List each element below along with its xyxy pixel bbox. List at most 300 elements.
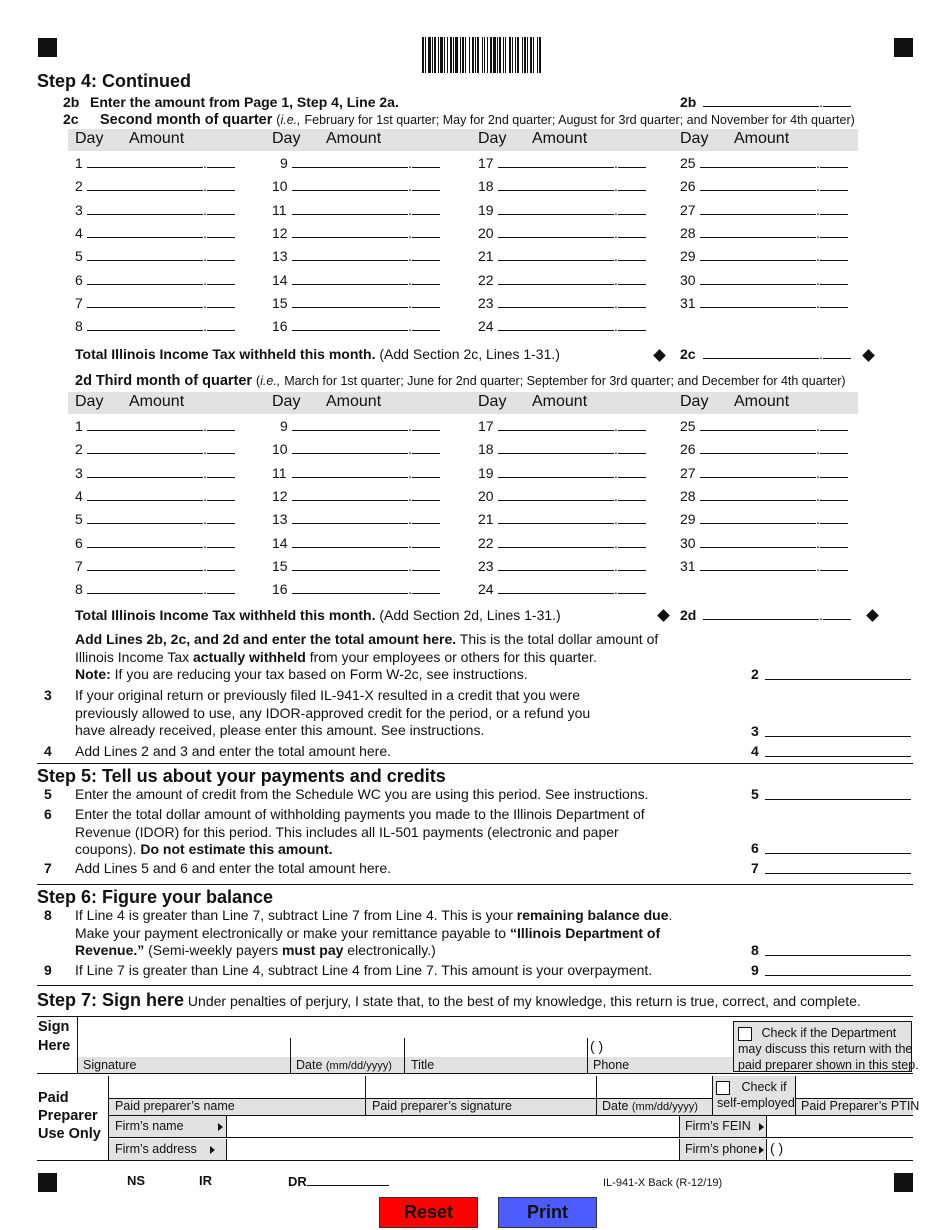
grid-2c-day-label: 26 — [680, 178, 696, 195]
grid-2c-day-label: 10 — [272, 178, 288, 195]
line8-text — [75, 907, 672, 960]
grid-2c-day-label: 8 — [75, 318, 83, 335]
grid-2d-amount-field[interactable]: . — [87, 511, 235, 527]
total-2c-ref: 2c — [680, 346, 696, 362]
paid-preparer-label — [38, 1089, 101, 1143]
firm-fein-field[interactable] — [768, 1116, 913, 1137]
line6-number: 6 — [44, 806, 52, 822]
line5-text: Enter the amount of credit from the Schedule WC you are using this period. See instructions. — [75, 786, 649, 802]
grid-2d-amount-field[interactable]: . — [700, 511, 848, 527]
grid-2d-amount-field[interactable]: . — [700, 441, 848, 457]
line9-ref: 9 — [751, 962, 759, 978]
grid-2c-amount-field[interactable]: . — [498, 248, 646, 264]
step4-title: Step 4: Continued — [37, 71, 191, 91]
preparer-name-field[interactable] — [109, 1076, 365, 1098]
line2-c-rest: If you are reducing your tax based on Form W-2c, see instructions. — [110, 666, 528, 682]
grid-2d-day-label: 25 — [680, 418, 696, 434]
line8-l3-end: electronically.) — [343, 942, 436, 958]
grid-2d-day-label: 29 — [680, 511, 696, 528]
line2c-desc: February for 1st quarter; May for 2nd quarter; August for 3rd quarter; and November for 4th quarter) — [304, 113, 855, 127]
line3-number: 3 — [44, 687, 52, 703]
grid-2c-day-label: 27 — [680, 201, 696, 218]
grid-2d-col3-day-header: Day — [478, 393, 507, 410]
grid-2d-day-label: 31 — [680, 557, 696, 574]
line2c-heading — [100, 111, 855, 128]
grid-2d-day-label: 20 — [478, 487, 494, 504]
preparer-date-text: Date — [602, 1099, 629, 1113]
step7-title: Step 7: Sign here — [37, 990, 185, 1010]
grid-2d-day-label: 13 — [272, 511, 288, 528]
grid-2c-amount-field[interactable]: . — [700, 225, 848, 241]
grid-2d-amount-field[interactable]: . — [498, 535, 646, 551]
footer-dr — [288, 1173, 389, 1189]
grid-2d-day-label: 8 — [75, 581, 83, 598]
ptin-field[interactable] — [796, 1076, 913, 1098]
line8-ref: 8 — [751, 942, 759, 958]
line6-l1: Enter the total dollar amount of withholding payments you made to the Illinois Department of — [75, 806, 645, 822]
grid-2d-day-label: 14 — [272, 534, 288, 551]
grid-2d-amount-field[interactable]: . — [700, 558, 848, 574]
grid-2c-amount-field[interactable]: . — [700, 178, 848, 194]
line2c-title: Second month of quarter — [100, 112, 273, 128]
grid-2d-amount-field[interactable]: . — [700, 465, 848, 481]
line5-number: 5 — [44, 786, 52, 802]
grid-2d-day-label: 22 — [478, 534, 494, 551]
grid-2c-amount-field[interactable]: . — [87, 178, 235, 194]
grid-2c-amount-field[interactable]: . — [87, 272, 235, 288]
firm-fein-text: Firm’s FEIN — [685, 1119, 751, 1133]
grid-2c-day-label: 14 — [272, 271, 288, 288]
sep-title-phone — [587, 1038, 588, 1073]
line6-l3-pre: coupons). — [75, 841, 141, 857]
grid-2d-col2-day-header: Day — [272, 393, 301, 410]
line8-l3-bold: Revenue.” — [75, 942, 145, 958]
line9-field[interactable] — [765, 964, 911, 976]
grid-2c-col3-day-header: Day — [478, 130, 507, 147]
grid-2d-day-label: 26 — [680, 441, 696, 458]
grid-2d-day-label: 19 — [478, 464, 494, 481]
line6-text — [75, 806, 645, 859]
line2d-open: ( — [255, 374, 261, 388]
line2d-desc: March for 1st quarter; June for 2nd quarter; September for 3rd quarter; and December for 4th quarter) — [284, 374, 846, 388]
grid-2d-amount-field[interactable]: . — [292, 418, 440, 434]
grid-2c-col4-amount-header: Amount — [734, 130, 790, 147]
line2b-field[interactable]: . — [703, 94, 851, 110]
title-field[interactable] — [405, 1038, 587, 1057]
grid-2d-col1-amount-header: Amount — [129, 393, 185, 410]
grid-2c-day-label: 4 — [75, 224, 83, 241]
grid-2c-day-label: 28 — [680, 224, 696, 241]
grid-2c-amount-field[interactable]: . — [292, 318, 440, 334]
grid-2d-day-label: 6 — [75, 534, 83, 551]
line5-field[interactable] — [765, 788, 911, 800]
grid-2c-amount-field[interactable]: . — [87, 202, 235, 218]
grid-2c-day-label: 21 — [478, 248, 494, 265]
line2-ref: 2 — [751, 666, 759, 682]
line2d-heading — [75, 372, 846, 389]
grid-2c-amount-field[interactable]: . — [87, 318, 235, 334]
grid-2c-amount-field[interactable]: . — [87, 295, 235, 311]
grid-2c-day-label: 31 — [680, 294, 696, 311]
grid-2c-amount-field[interactable]: . — [700, 295, 848, 311]
grid-2d-amount-field[interactable]: . — [292, 441, 440, 457]
line4-text: Add Lines 2 and 3 and enter the total amount here. — [75, 743, 392, 759]
line4-field[interactable] — [765, 745, 911, 757]
diamond-2d-right-icon — [866, 609, 879, 622]
preparer-signature-field[interactable] — [366, 1076, 596, 1098]
date-label-text: Date — [296, 1058, 323, 1072]
firm-phone-label — [685, 1142, 764, 1156]
grid-2c-day-label: 25 — [680, 155, 696, 171]
registration-mark-bottom-left — [38, 1173, 57, 1192]
grid-2c-amount-field[interactable]: . — [87, 225, 235, 241]
grid-2c-day-label: 6 — [75, 271, 83, 288]
grid-2c-day-label: 16 — [272, 318, 288, 335]
line9-text: If Line 7 is greater than Line 4, subtract Line 4 from Line 7. This amount is your overpayment. — [75, 962, 653, 978]
grid-2d-day-label: 10 — [272, 441, 288, 458]
line2c-ie: i.e., — [280, 113, 301, 127]
step7-statement: Under penalties of perjury, I state that, to the best of my knowledge, this return is true, correct, and complete. — [184, 993, 861, 1009]
grid-2c-amount-field[interactable]: . — [498, 178, 646, 194]
line8-l3-pre: (Semi-weekly payers — [144, 942, 282, 958]
preparer-date-field[interactable] — [597, 1076, 712, 1098]
grid-2d-day-label: 27 — [680, 464, 696, 481]
line2b-text: Enter the amount from Page 1, Step 4, Line 2a. — [90, 94, 399, 110]
self-employed-text — [716, 1079, 795, 1111]
preparer-name-label: Paid preparer’s name — [115, 1099, 235, 1113]
grid-2c-day-label: 29 — [680, 248, 696, 265]
grid-2d-amount-field[interactable]: . — [498, 488, 646, 504]
grid-2c-amount-field[interactable]: . — [498, 318, 646, 334]
line6-field[interactable] — [765, 842, 911, 854]
grid-2c-amount-field[interactable]: . — [700, 272, 848, 288]
line4-number: 4 — [44, 743, 52, 759]
grid-2d-day-label: 15 — [272, 557, 288, 574]
grid-2c-day-label: 22 — [478, 271, 494, 288]
line2d-ie: i.e., — [260, 374, 281, 388]
grid-2d-amount-field[interactable]: . — [498, 581, 646, 597]
grid-2d-day-label: 5 — [75, 511, 83, 528]
line2-b-bold: actually withheld — [193, 648, 306, 665]
divider-step6 — [37, 884, 913, 885]
step7-heading — [37, 990, 861, 1011]
line9-number: 9 — [44, 962, 52, 978]
grid-2d-amount-field[interactable]: . — [498, 511, 646, 527]
paid-preparer-l1: Paid — [38, 1090, 69, 1106]
line4-ref: 4 — [751, 743, 759, 759]
grid-2d-day-label: 11 — [272, 464, 287, 481]
grid-2c-amount-field[interactable]: . — [292, 225, 440, 241]
preparer-date-format: (mm/dd/yyyy) — [631, 1101, 698, 1113]
sign-labels-band — [78, 1057, 733, 1073]
grid-2d-day-label: 9 — [280, 418, 288, 434]
grid-2c-amount-field[interactable]: . — [292, 248, 440, 264]
line6-l3-bold: Do not estimate this amount. — [140, 841, 333, 857]
grid-2c-day-label: 15 — [272, 294, 288, 311]
step6-title: Step 6: Figure your balance — [37, 887, 274, 907]
grid-2d-day-label: 17 — [478, 418, 494, 434]
grid-2d-day-label: 12 — [272, 487, 288, 504]
diamond-2d-left-icon — [657, 609, 670, 622]
firm-address-text: Firm’s address — [115, 1142, 197, 1156]
line2-a-bold: Add Lines 2b, 2c, and 2d and enter the total amount here. — [75, 631, 457, 647]
print-button[interactable]: Print — [498, 1197, 597, 1228]
footer-ir: IR — [199, 1173, 212, 1188]
grid-2d-day-label: 18 — [478, 441, 494, 458]
line8-l1-pre: If Line 4 is greater than Line 7, subtract Line 7 from Line 4. This is your — [75, 907, 517, 923]
line7-text: Add Lines 5 and 6 and enter the total amount here. — [75, 860, 392, 876]
line6-l2: Revenue (IDOR) for this period. This includes all IL-501 payments (electronic and paper — [75, 823, 619, 840]
registration-mark-top-right — [894, 38, 913, 57]
preparer-signature-label: Paid preparer’s signature — [372, 1099, 512, 1113]
signature-label: Signature — [83, 1058, 137, 1072]
line8-field[interactable] — [765, 944, 911, 956]
grid-2d-amount-field[interactable]: . — [498, 465, 646, 481]
grid-2c-day-label: 23 — [478, 294, 494, 311]
grid-2c-col2-amount-header: Amount — [326, 130, 382, 147]
total-2d-ref: 2d — [680, 607, 697, 623]
firm-address-field[interactable] — [228, 1139, 678, 1160]
step5-title: Step 5: Tell us about your payments and credits — [37, 766, 446, 786]
paid-preparer-l3: Use Only — [38, 1126, 101, 1142]
grid-2c-col1-day-header: Day — [75, 130, 104, 147]
firm-address-arrow-icon — [210, 1146, 215, 1154]
sign-here-label — [38, 1018, 70, 1056]
line5-ref: 5 — [751, 786, 759, 802]
grid-2d-day-label: 23 — [478, 557, 494, 574]
line2-field[interactable] — [765, 668, 911, 680]
grid-2d-day-label: 21 — [478, 511, 494, 528]
firm-address-label — [115, 1142, 215, 1156]
line2d-title: Third month of quarter — [95, 373, 253, 389]
line2-b-pre: Illinois Income Tax — [75, 648, 194, 665]
grid-2c-amount-field[interactable]: . — [498, 272, 646, 288]
grid-2c-amount-field[interactable]: . — [498, 202, 646, 218]
footer-dr-line — [307, 1173, 389, 1186]
date-field[interactable] — [291, 1038, 404, 1057]
grid-2d-day-label: 1 — [75, 418, 83, 434]
grid-2d-amount-field[interactable]: . — [498, 441, 646, 457]
grid-2c-day-label: 3 — [75, 201, 83, 218]
grid-2d-amount-field[interactable]: . — [292, 558, 440, 574]
grid-2c-day-label: 2 — [75, 178, 83, 195]
grid-2c-amount-field[interactable]: . — [292, 155, 440, 171]
grid-2c-amount-field[interactable]: . — [700, 202, 848, 218]
firm-name-arrow-icon — [218, 1123, 223, 1131]
registration-mark-top-left — [38, 38, 57, 57]
firm-name-label — [115, 1119, 223, 1133]
grid-2d-amount-field[interactable]: . — [87, 418, 235, 434]
grid-2d-day-label: 28 — [680, 487, 696, 504]
grid-2c-amount-field[interactable]: . — [498, 295, 646, 311]
grid-2c-day-label: 19 — [478, 201, 494, 218]
grid-2d-amount-field[interactable]: . — [292, 511, 440, 527]
grid-2d-day-label: 3 — [75, 464, 83, 481]
line3-l3: have already received, please enter this amount. See instructions. — [75, 722, 485, 738]
grid-2d-col1-day-header: Day — [75, 393, 104, 410]
paid-preparer-l2: Preparer — [38, 1108, 98, 1124]
grid-2c-col4-day-header: Day — [680, 130, 709, 147]
grid-2c-amount-field[interactable]: . — [292, 202, 440, 218]
grid-2c-day-label: 9 — [280, 155, 288, 171]
total-2c-bold: Total Illinois Income Tax withheld this month. — [75, 346, 376, 362]
firm-phone-text: Firm’s phone — [685, 1142, 758, 1156]
line8-l2-pre: Make your payment electronically or make your remittance payable to — [75, 924, 510, 941]
line2-b-rest: from your employees or others for this quarter. — [305, 648, 597, 665]
discuss-text — [738, 1025, 919, 1073]
grid-2c-day-label: 5 — [75, 248, 83, 265]
date-label — [296, 1058, 392, 1072]
sign-here-l1: Sign — [38, 1019, 70, 1035]
grid-2d-amount-field[interactable]: . — [292, 465, 440, 481]
grid-2c-day-label: 11 — [272, 201, 287, 218]
signature-field[interactable] — [78, 1017, 290, 1057]
grid-2c-col3-amount-header: Amount — [532, 130, 588, 147]
grid-2c-day-label: 13 — [272, 248, 288, 265]
self-employed-checkbox[interactable] — [716, 1081, 730, 1095]
line3-l2: previously allowed to use, any IDOR-approved credit for the period, or a refund you — [75, 704, 591, 721]
firm-name-field[interactable] — [228, 1116, 678, 1137]
grid-2d-amount-field[interactable]: . — [87, 535, 235, 551]
divider-step7 — [37, 985, 913, 986]
phone-label: Phone — [593, 1058, 630, 1072]
grid-2c-amount-field[interactable]: . — [700, 248, 848, 264]
grid-2d-amount-field[interactable]: . — [87, 465, 235, 481]
diamond-2c-left-icon — [653, 349, 666, 362]
grid-2d-amount-field[interactable]: . — [700, 488, 848, 504]
grid-2d-amount-field[interactable]: . — [700, 418, 848, 434]
line2b-number: 2b — [63, 94, 80, 110]
total-2d-bold: Total Illinois Income Tax withheld this month. — [75, 607, 376, 623]
line8-l1-bold: remaining balance due — [516, 907, 669, 923]
grid-2d-day-label: 16 — [272, 581, 288, 598]
firm-name-text: Firm’s name — [115, 1119, 184, 1133]
line8-l1-end: . — [668, 907, 673, 923]
grid-2c-amount-field[interactable]: . — [498, 225, 646, 241]
line2d-number: 2d — [75, 373, 92, 389]
firm-phone-arrow-icon — [759, 1146, 764, 1154]
line3-field[interactable] — [765, 725, 911, 737]
firm-fein-label — [685, 1119, 764, 1133]
reset-button[interactable]: Reset — [379, 1197, 478, 1228]
footer-ns: NS — [127, 1173, 146, 1188]
grid-2d-amount-field[interactable]: . — [87, 441, 235, 457]
grid-2c-amount-field[interactable]: . — [87, 155, 235, 171]
grid-2d-amount-field[interactable]: . — [498, 418, 646, 434]
total-2c-text — [75, 346, 560, 362]
grid-2d-amount-field[interactable]: . — [87, 488, 235, 504]
line8-l3-bold2: must pay — [281, 942, 344, 958]
grid-2c-amount-field[interactable]: . — [498, 155, 646, 171]
grid-2d-amount-field[interactable]: . — [87, 581, 235, 597]
line3-text — [75, 687, 590, 740]
discuss-l2: may discuss this return with the — [738, 1042, 913, 1056]
line2c-open: ( — [276, 113, 281, 127]
grid-2d-day-label: 30 — [680, 534, 696, 551]
grid-2d-day-label: 7 — [75, 557, 83, 574]
grid-2d-amount-field[interactable]: . — [292, 488, 440, 504]
line7-field[interactable] — [765, 862, 911, 874]
line2-text — [75, 631, 658, 684]
total-2c-rest: (Add Section 2c, Lines 1-31.) — [379, 346, 560, 362]
diamond-2c-right-icon — [862, 349, 875, 362]
grid-2c-day-label: 7 — [75, 294, 83, 311]
grid-2d-amount-field[interactable]: . — [700, 535, 848, 551]
grid-2d-col3-amount-header: Amount — [532, 393, 588, 410]
grid-2d-amount-field[interactable]: . — [87, 558, 235, 574]
divider-step5 — [37, 763, 913, 764]
firm-phone-field[interactable]: ( ) — [770, 1140, 784, 1156]
sign-here-l2: Here — [38, 1038, 71, 1054]
grid-2d-day-label: 2 — [75, 441, 83, 458]
check-if-text: Check if — [741, 1080, 787, 1094]
grid-2d-col2-amount-header: Amount — [326, 393, 382, 410]
total-2c-field[interactable]: . — [703, 346, 851, 362]
phone-field[interactable]: ( ) — [590, 1038, 604, 1054]
line8-number: 8 — [44, 907, 52, 923]
total-2d-rest: (Add Section 2d, Lines 1-31.) — [379, 607, 561, 623]
grid-2c-day-label: 30 — [680, 271, 696, 288]
firm-fein-arrow-icon — [759, 1123, 764, 1131]
line7-ref: 7 — [751, 860, 759, 876]
grid-2c-amount-field[interactable]: . — [292, 295, 440, 311]
discuss-checkbox[interactable] — [738, 1027, 752, 1041]
line2-c-bold: Note: — [75, 666, 111, 682]
line7-number: 7 — [44, 860, 52, 876]
line3-l1: If your original return or previously filed IL-941-X resulted in a credit that you were — [75, 687, 581, 703]
preparer-date-label — [602, 1099, 698, 1113]
grid-2d-day-label: 24 — [478, 581, 494, 598]
discuss-l1: Check if the Department — [761, 1026, 897, 1040]
grid-2c-day-label: 20 — [478, 224, 494, 241]
total-2d-field[interactable]: . — [703, 607, 851, 623]
footer-form-id: IL-941-X Back (R-12/19) — [603, 1177, 723, 1189]
line6-ref: 6 — [751, 840, 759, 856]
line2b-ref: 2b — [680, 94, 697, 110]
grid-2c-day-label: 24 — [478, 318, 494, 335]
line2-a-rest: This is the total dollar amount of — [456, 631, 659, 647]
grid-2d-amount-field[interactable]: . — [292, 581, 440, 597]
grid-2c-day-label: 12 — [272, 224, 288, 241]
ptin-label: Paid Preparer’s PTIN — [801, 1099, 920, 1113]
grid-2c-amount-field[interactable]: . — [292, 178, 440, 194]
discuss-l3: paid preparer shown in this step. — [738, 1058, 919, 1072]
total-2d-text — [75, 607, 561, 623]
grid-2c-col1-amount-header: Amount — [129, 130, 185, 147]
date-format: (mm/dd/yyyy) — [325, 1060, 392, 1072]
barcode — [422, 37, 618, 73]
grid-2c-amount-field[interactable]: . — [700, 155, 848, 171]
line3-ref: 3 — [751, 723, 759, 739]
self-employed-label: self-employed — [717, 1096, 795, 1110]
grid-2c-day-label: 18 — [478, 178, 494, 195]
grid-2d-day-label: 4 — [75, 487, 83, 504]
grid-2d-amount-field[interactable]: . — [498, 558, 646, 574]
registration-mark-bottom-right — [894, 1173, 913, 1192]
line8-l2-bold: “Illinois Department of — [509, 924, 661, 941]
line2c-number: 2c — [63, 111, 79, 127]
grid-2d-col4-amount-header: Amount — [734, 393, 790, 410]
grid-2d-amount-field[interactable]: . — [292, 535, 440, 551]
grid-2d-col4-day-header: Day — [680, 393, 709, 410]
grid-2c-col2-day-header: Day — [272, 130, 301, 147]
grid-2c-amount-field[interactable]: . — [292, 272, 440, 288]
footer-dr-text: DR — [288, 1174, 307, 1189]
grid-2c-day-label: 1 — [75, 155, 83, 171]
grid-2c-amount-field[interactable]: . — [87, 248, 235, 264]
grid-2c-day-label: 17 — [478, 155, 494, 171]
title-label: Title — [411, 1058, 435, 1072]
